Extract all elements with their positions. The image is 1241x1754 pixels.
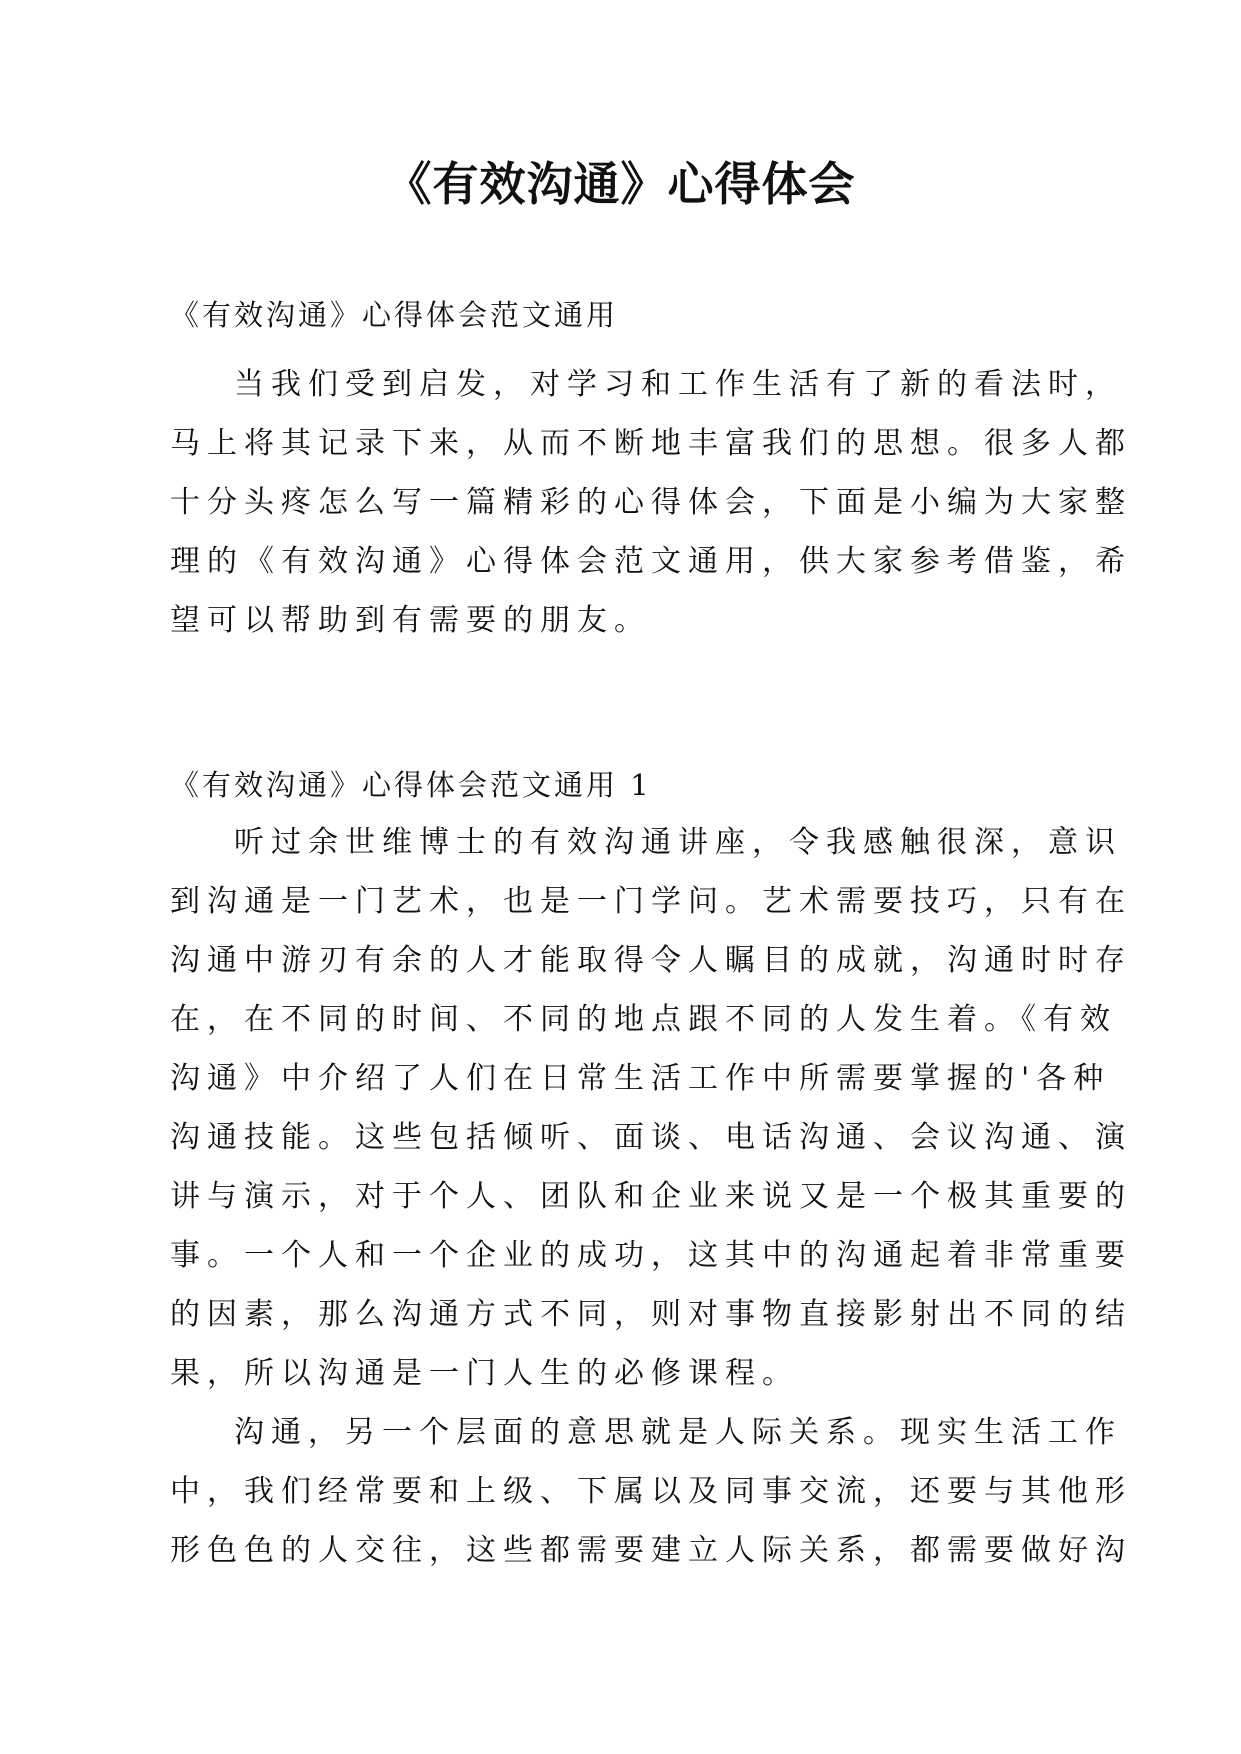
paragraph-line: 在，在不同的时间、不同的地点跟不同的人发生着。《有效 — [170, 1002, 1117, 1037]
paragraph-line: 中，我们经常要和上级、下属以及同事交流，还要与其他形 — [170, 1474, 1132, 1509]
paragraph-line: 形色色的人交往，这些都需要建立人际关系，都需要做好沟 — [170, 1533, 1132, 1568]
paragraph-line: 沟通》中介绍了人们在日常生活工作中所需要掌握的'各种 — [170, 1061, 1111, 1096]
paragraph-line: 沟通技能。这些包括倾听、面谈、电话沟通、会议沟通、演 — [170, 1120, 1132, 1155]
intro-line: 理的《有效沟通》心得体会范文通用，供大家参考借鉴，希 — [170, 544, 1132, 579]
paragraph-line: 的因素，那么沟通方式不同，则对事物直接影射出不同的结 — [170, 1297, 1132, 1332]
paragraph-line: 听过余世维博士的有效沟通讲座，令我感触很深，意识 — [234, 825, 1122, 860]
paragraph-line: 沟通中游刃有余的人才能取得令人瞩目的成就，沟通时时存 — [170, 943, 1132, 978]
intro-paragraph — [170, 355, 1132, 650]
intro-line: 当我们受到启发，对学习和工作生活有了新的看法时， — [234, 367, 1122, 402]
paragraph-line: 到沟通是一门艺术，也是一门学问。艺术需要技巧，只有在 — [170, 884, 1132, 919]
intro-line: 十分头疼怎么写一篇精彩的心得体会，下面是小编为大家整 — [170, 485, 1132, 520]
paragraph-line: 讲与演示，对于个人、团队和企业来说又是一个极其重要的 — [170, 1179, 1132, 1214]
body-paragraph-2 — [170, 1403, 1132, 1580]
paragraph-line: 沟通，另一个层面的意思就是人际关系。现实生活工作 — [234, 1415, 1122, 1450]
intro-line: 马上将其记录下来，从而不断地丰富我们的思想。很多人都 — [170, 426, 1132, 461]
document-title: 《有效沟通》心得体会 — [385, 157, 856, 211]
document-subtitle: 《有效沟通》心得体会范文通用 — [170, 298, 619, 332]
body-paragraph-1 — [170, 813, 1132, 1403]
paragraph-line: 事。一个人和一个企业的成功，这其中的沟通起着非常重要 — [170, 1238, 1132, 1273]
intro-line: 望可以帮助到有需要的朋友。 — [170, 603, 651, 638]
paragraph-line: 果，所以沟通是一门人生的必修课程。 — [170, 1356, 799, 1391]
section-heading: 《有效沟通》心得体会范文通用 1 — [170, 768, 652, 802]
